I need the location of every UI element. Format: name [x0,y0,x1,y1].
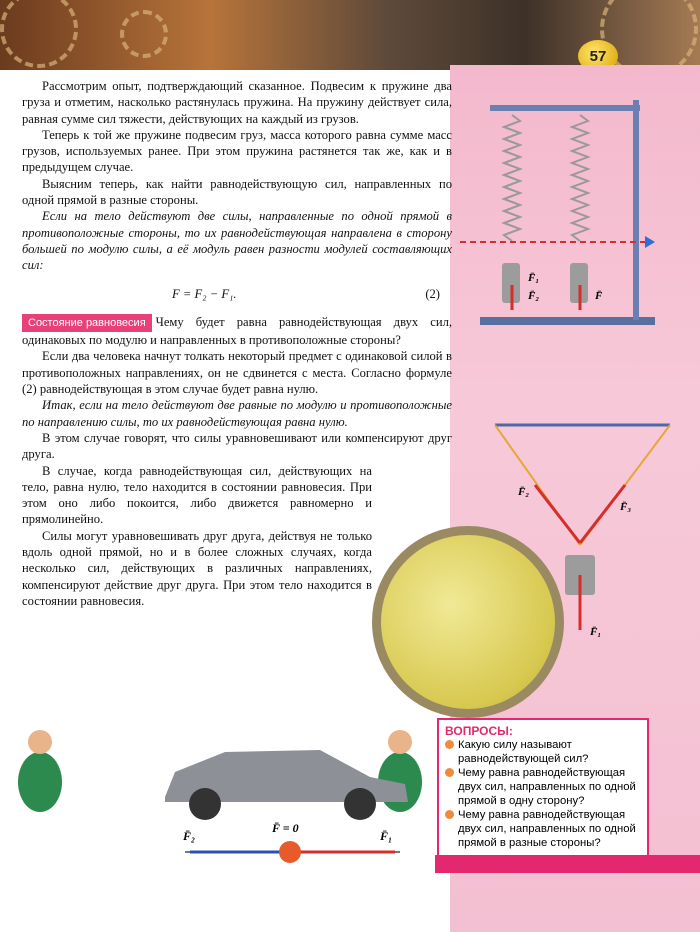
question-text: Чему равна равнодействующая двух сил, направленных по одной прямой в разные стороны? [458,809,636,849]
bullet-icon [445,810,454,819]
arrowhead-icon [645,236,655,248]
section-lead [22,314,452,349]
questions-title: ВОПРОСЫ: [445,724,513,738]
bullet-icon [445,768,454,777]
footer-strip [435,855,700,873]
rule-paragraph: Итак, если на тело действуют две равные по модулю и противоположные по направлению силы, то их равнодействующая равна нулю. [22,398,452,429]
label-f-zero: F̄ = 0 [272,821,299,835]
paragraph: В этом случае говорят, что силы уравновешивают или компенсируют друг друга. [22,430,452,462]
bullet-icon [445,740,454,749]
paragraph: Рассмотрим опыт, подтверждающий сказанное. Подвесим к пружине два груза и отметим, насколько растянулась пружина. На пружину действует сила, равная сумме сил тяжести, действующих на каждый из грузов. [22,79,452,126]
label-f3: F̄₃ [620,501,632,513]
question-item [445,808,641,850]
person-right-head [388,730,412,754]
section-tag: Состояние равновесия [22,314,152,332]
force-f3 [580,485,625,543]
paragraph: Если два человека начнут толкать некоторый предмет с одинаковой силой в противоположных направлениях, он не сдвинется с места. Согласно формуле (2) равнодействующая в этом случае будет равна нулю. [22,349,452,397]
paragraph: Выясним теперь, как найти равнодействующую сил, направленных по одной прямой в разные стороны. [22,176,452,208]
questions-box [437,718,649,870]
question-item [445,738,641,766]
force-f2 [535,485,580,543]
label-f1: F̄₁ [380,829,393,843]
label-f2: F̄₂ [183,829,196,843]
car-wheel [344,788,376,820]
stand-pole [633,100,639,320]
stand-bar [490,105,640,111]
gear-decoration [0,0,78,68]
spring-left [504,115,520,241]
stand-base [480,317,655,325]
paragraph: В случае, когда равнодействующая сил, действующих на тело, равна нулю, тело находится в состоянии равновесия. При этом оно либо покоится, либо движется равномерно и прямолинейно. [22,463,372,527]
section-lead-text: Чему будет равна равнодействующая двух сил, одинаковых по модулю и направленных в противоположные стороны? [22,314,452,348]
rule-paragraph: Если на тело действуют две силы, направленные по одной прямой в противоположные стороны, то их равнодействующая направлена в сторону большей по модулю силы, а её модуль равен разности модулей составляющих сил: [22,209,452,273]
formula-number: (2) [425,286,440,301]
page-number: 57 [578,40,618,72]
person-left-head [28,730,52,754]
main-text [22,78,452,609]
spring-figure [450,95,700,335]
label-f2: F̄₂ [528,290,540,302]
gear-decoration [120,10,168,58]
car-figure [0,702,430,872]
question-text: Чему равна равнодействующая двух сил, направленных по одной прямой в одну сторону? [458,767,636,807]
spring-right [572,115,588,241]
label-f1: F̄₁ [590,626,602,638]
label-f2: F̄₂ [518,486,530,498]
label-f1: F̄₁ [528,272,540,284]
car-wheel [189,788,221,820]
question-item [445,766,641,808]
question-text: Какую силу называют равнодействующей сил? [458,739,589,765]
paragraph: Теперь к той же пружине подвесим груз, масса которого равна сумме масс грузов, используемых ранее. При этом пружина растянется так же, как и в предыдущем случае. [22,127,452,175]
paragraph: Силы могут уравновешивать друг друга, действуя не только вдоль одной прямой, но и в более сложных случаях, когда несколько сил, действующих в различных направлениях, компенсируют действие друг друга. При этом тело находится в состоянии равновесия. [22,528,372,608]
person-left [18,752,62,812]
body-ball [279,841,301,863]
formula [22,274,452,314]
label-f: F̄ [595,290,603,302]
formula-expression: F = F₂ − F₁. [172,286,237,301]
